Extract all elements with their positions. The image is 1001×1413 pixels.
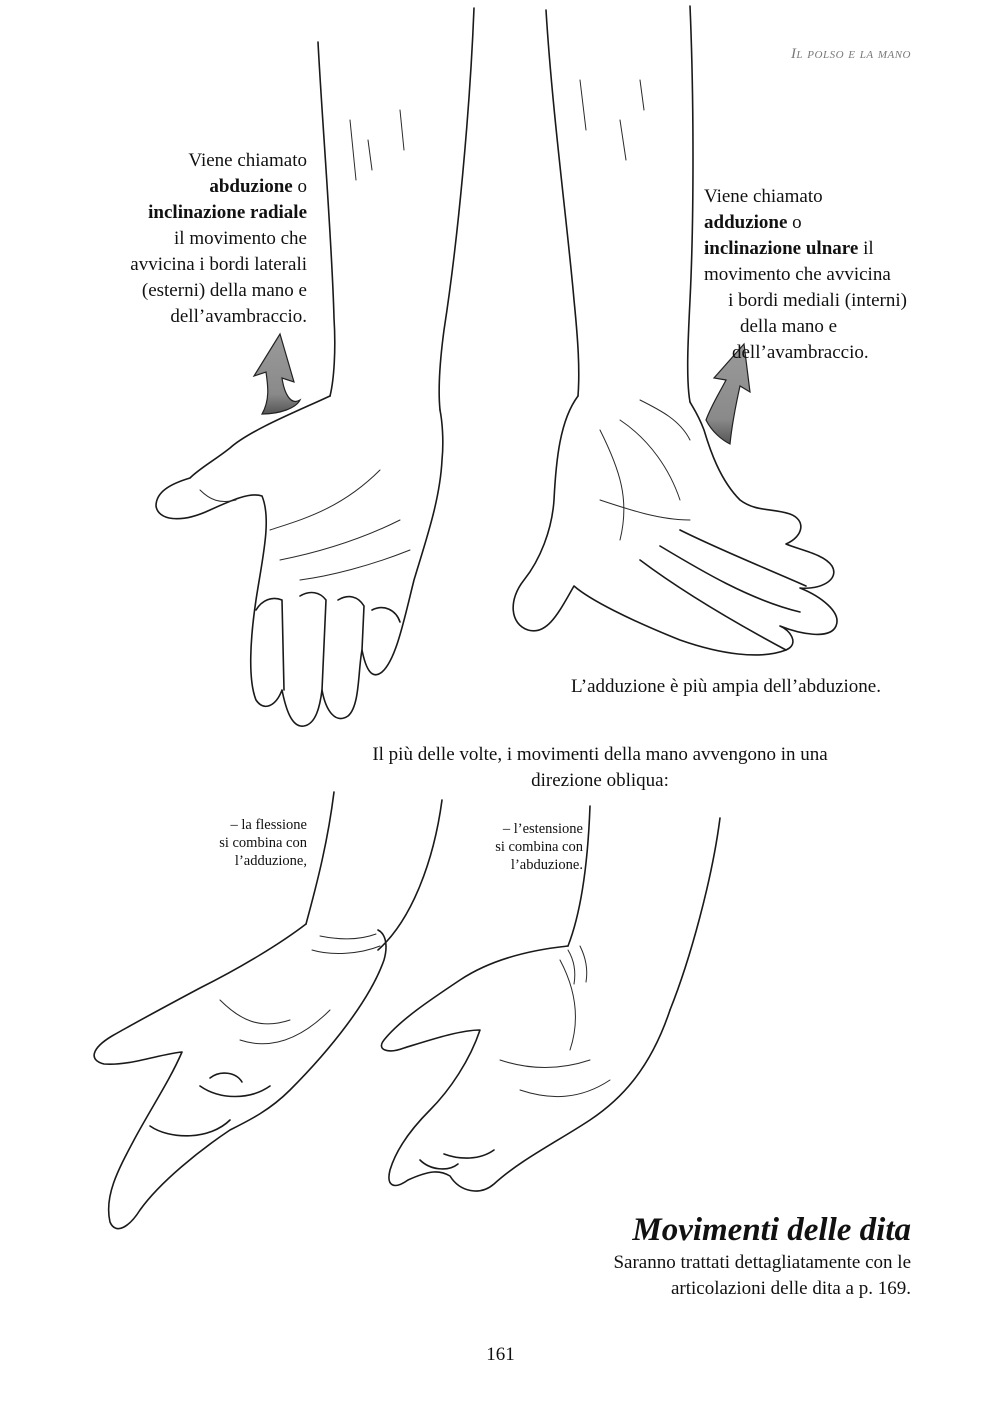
adduction-line-7: dell’avambraccio. <box>732 342 869 363</box>
note-extension-line-2: si combina con <box>495 839 583 855</box>
abduction-arrow-icon <box>254 334 300 414</box>
adduction-term: adduzione <box>704 212 788 233</box>
comparison-text: L’adduzione è più ampia dell’abduzione. <box>570 676 881 697</box>
radial-inclination-term: inclinazione radiale <box>148 202 307 223</box>
note-flexion-line-3: l’adduzione, <box>234 853 307 869</box>
adduction-caption <box>704 184 934 366</box>
abduction-term2-line <box>47 200 307 226</box>
abduction-line-6: (esterni) della mano e <box>141 280 307 301</box>
hand-abduction-illustration <box>156 8 474 726</box>
oblique-line-1: Il più delle volte, i movimenti della mano avvengono in una <box>372 744 828 765</box>
adduction-line-4: movimento che avvicina <box>704 264 891 285</box>
adduction-line-1: Viene chiamato <box>704 186 823 207</box>
abduction-line-5: avvicina i bordi laterali <box>130 254 307 275</box>
ulnar-inclination-term: inclinazione ulnare <box>704 238 859 259</box>
section-description <box>511 1250 911 1302</box>
abduction-line-4: il movimento che <box>174 228 307 249</box>
note-extension-line-3: l’abduzione. <box>510 857 583 873</box>
note-extension-line-1: – l’estensione <box>502 821 583 837</box>
note-extension <box>423 820 583 874</box>
note-flexion-line-1: – la flessione <box>230 817 307 833</box>
oblique-paragraph <box>300 742 900 794</box>
adduction-line-5: i bordi mediali (interni) <box>728 290 907 311</box>
abduction-line-7: dell’avambraccio. <box>170 306 307 327</box>
abduction-term: abduzione <box>209 176 293 197</box>
abduction-term-line <box>47 174 307 200</box>
note-flexion-line-2: si combina con <box>219 835 307 851</box>
abduction-line-1: Viene chiamato <box>188 150 307 171</box>
abduction-caption <box>47 148 307 330</box>
adduction-term2-tail: il <box>863 238 874 259</box>
note-flexion <box>147 816 307 870</box>
section-line-2: articolazioni delle dita a p. 169. <box>670 1278 911 1299</box>
adduction-conj: o <box>792 212 802 233</box>
abduction-conj: o <box>297 176 307 197</box>
adduction-term2-line <box>704 236 934 262</box>
oblique-line-2: direzione obliqua: <box>531 770 669 791</box>
page-number: 161 <box>486 1344 515 1365</box>
section-title: Movimenti delle dita <box>632 1212 911 1248</box>
section-line-1: Saranno trattati dettagliatamente con le <box>613 1252 911 1273</box>
adduction-term-line <box>704 210 934 236</box>
adduction-line-6: della mano e <box>740 316 838 337</box>
running-head: Il polso e la mano <box>790 46 911 62</box>
